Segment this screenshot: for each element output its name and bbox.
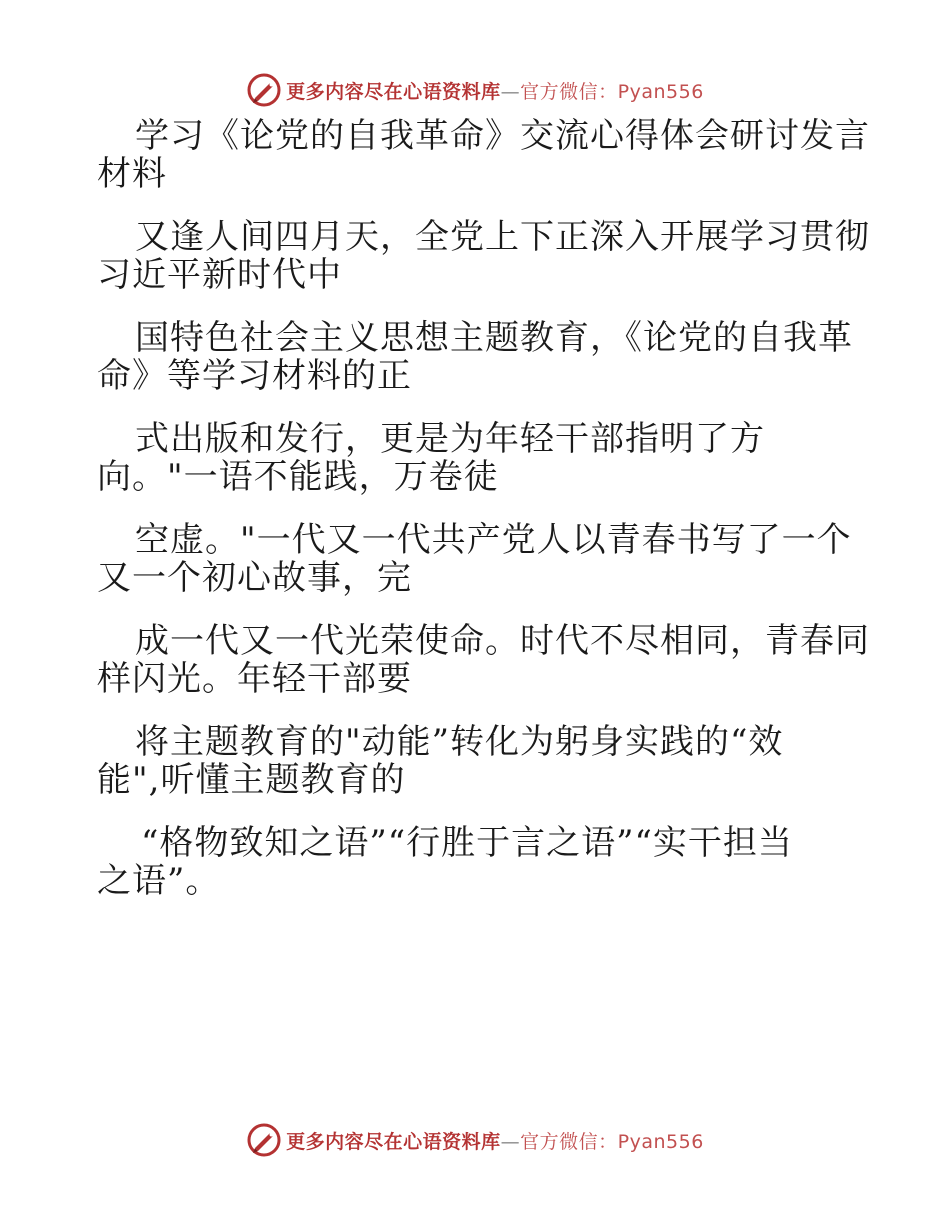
paragraph bbox=[97, 824, 857, 900]
paragraph-line: 习近平新时代中 bbox=[97, 255, 342, 295]
paragraph-line: 能",听懂主题教育的 bbox=[97, 760, 406, 800]
paragraph-line: 又逢人间四月天，全党上下正深入开展学习贯彻 bbox=[135, 217, 870, 257]
paragraph bbox=[97, 621, 870, 699]
footer-dash: — bbox=[500, 1130, 521, 1153]
pen-logo-icon bbox=[246, 1122, 282, 1158]
paragraph-line: 材料 bbox=[97, 154, 167, 194]
header-banner bbox=[0, 70, 950, 110]
paragraph-line: 命》等学习材料的正 bbox=[97, 356, 412, 396]
paragraph bbox=[97, 217, 870, 295]
paragraph bbox=[97, 521, 857, 597]
paragraph bbox=[97, 723, 857, 799]
paragraph-line: 向。"一语不能践，万卷徒 bbox=[97, 457, 499, 497]
paragraph-line: 将主题教育的"动能”转化为躬身实践的“效 bbox=[135, 722, 784, 762]
header-wechat-text: 官方微信：Pyan556 bbox=[520, 80, 704, 103]
paragraph-line: 国特色社会主义思想主题教育，《论党的自我革 bbox=[135, 318, 853, 358]
paragraph-title bbox=[97, 116, 870, 194]
paragraph-line: “格物致知之语”“行胜于言之语”“实干担当 bbox=[141, 823, 793, 863]
paragraph-line: 又一个初心故事，完 bbox=[97, 558, 412, 598]
footer-brand-text: 更多内容尽在心语资料库 bbox=[286, 1130, 501, 1153]
paragraph-line: 式出版和发行，更是为年轻干部指明了方 bbox=[135, 419, 765, 459]
paragraph-line: 之语”。 bbox=[97, 861, 221, 901]
footer-wechat-text: 官方微信：Pyan556 bbox=[520, 1130, 704, 1153]
paragraph bbox=[97, 420, 857, 496]
header-dash: — bbox=[500, 80, 521, 103]
document-body bbox=[97, 116, 870, 925]
paragraph-line: 成一代又一代光荣使命。时代不尽相同，青春同 bbox=[135, 621, 870, 661]
footer-banner-text bbox=[286, 1127, 704, 1154]
paragraph bbox=[97, 319, 857, 395]
footer-banner bbox=[0, 1120, 950, 1160]
header-brand-text: 更多内容尽在心语资料库 bbox=[286, 80, 501, 103]
pen-logo-icon bbox=[246, 72, 282, 108]
header-banner-text bbox=[286, 77, 704, 104]
paragraph-line: 学习《论党的自我革命》交流心得体会研讨发言 bbox=[135, 116, 870, 156]
paragraph-line: 空虚。"一代又一代共产党人以青春书写了一个 bbox=[135, 520, 852, 560]
paragraph-line: 样闪光。年轻干部要 bbox=[97, 659, 412, 699]
